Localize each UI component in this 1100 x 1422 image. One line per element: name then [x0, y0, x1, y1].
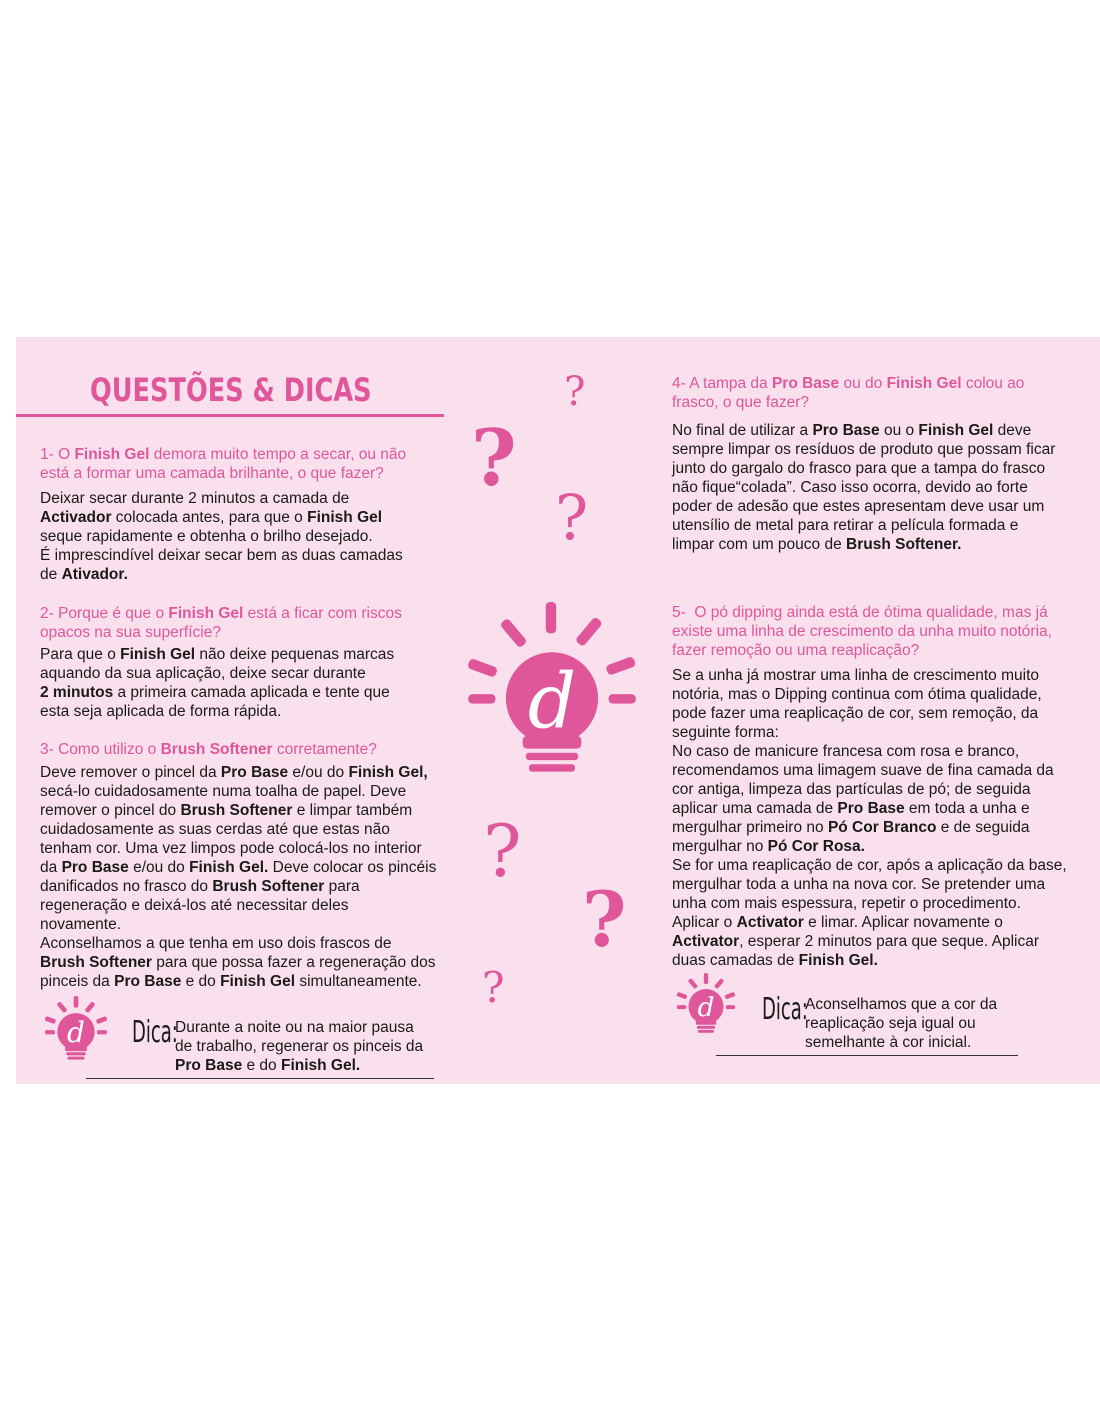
- question-1: 1- O Finish Gel demora muito tempo a secar, ou não está a formar uma camada brilhante, o que fazer?: [40, 446, 407, 482]
- answer-1: Deixar secar durante 2 minutos a camada de Activador colocada antes, para que o Finish Gel seque rapidamente e obtenha o brilho desejado. É imprescindível deixar secar bem as duas camadas de Ativador.: [40, 490, 403, 583]
- title-underline: [16, 414, 444, 417]
- tip-1-label: Dica:: [132, 1015, 178, 1050]
- lightbulb-icon: [463, 602, 641, 780]
- answer-5: Se a unha já mostrar uma linha de crescimento muito notória, mas o Dipping continua com ótima qualidade, pode fazer uma reaplicação de cor, sem remoção, da seguinte forma: No caso de manicure francesa com rosa e branco, recomendamos uma limagem suave de fina camada da cor antiga, limpeza das partículas de pó; de seguida aplicar uma camada de Pro Base em toda a unha e mergulhar primeiro no Pó Cor Branco e de seguida mergulhar no Pó Cor Rosa. Se for uma reaplicação de cor, após a aplicação da base, mergulhar toda a unha na nova cor. Se pretender uma unha com mais espessura, repetir o procedimento. Aplicar o Activator e limar. Aplicar novamente o Activator, esperar 2 minutos para que seque. Aplicar duas camadas de Finish Gel.: [672, 667, 1067, 969]
- logo-letter: d: [67, 1015, 85, 1049]
- question-mark-icon: ?: [564, 369, 586, 415]
- question-5: 5- O pó dipping ainda está de ótima qualidade, mas já existe uma linha de crescimento da unha muito notória, fazer remoção ou uma reaplicação?: [672, 604, 1052, 659]
- lightbulb-icon: [43, 996, 109, 1062]
- question-3: 3- Como utilizo o Brush Softener corretamente?: [40, 741, 377, 758]
- answer-4: No final de utilizar a Pro Base ou o Finish Gel deve sempre limpar os resíduos de produto que possam ficar junto do gargalo do frasco para que a tampa do frasco não fique“colada”. Caso isso ocorra, devido ao forte poder de adesão que estes apresentam deve usar um utensílio de metal para retirar a película formada e limpar com um pouco de Brush Softener.: [672, 422, 1056, 553]
- tip-2-text: Aconselhamos que a cor da reaplicação seja igual ou semelhante à cor inicial.: [805, 996, 998, 1051]
- page-title: QUESTÕES & DICAS: [90, 371, 372, 409]
- tip-1-rule: [86, 1078, 434, 1079]
- question-mark-icon: ?: [582, 875, 627, 964]
- lightbulb-icon: [675, 973, 737, 1035]
- answer-2: Para que o Finish Gel não deixe pequenas marcas aquando da sua aplicação, deixe secar durante 2 minutos a primeira camada aplicada e tente que esta seja aplicada de forma rápida.: [40, 646, 395, 720]
- tip-2-label: Dica:: [762, 992, 808, 1027]
- answer-3: Deve remover o pincel da Pro Base e/ou do Finish Gel, secá-lo cuidadosamente numa toalha de papel. Deve remover o pincel do Brush Softener e limpar também cuidadosamente as suas cerdas até que estas não tenham cor. Uma vez limpos pode colocá-los no interior da Pro Base e/ou do Finish Gel. Deve colocar os pincéis danificados no frasco do Brush Softener para regeneração e deixá-los até necessitar deles novamente. Aconselhamos a que tenha em uso dois frascos de Brush Softener para que possa fazer a regeneração dos pinceis da Pro Base e do Finish Gel simultaneamente.: [40, 764, 437, 990]
- question-mark-icon: ?: [471, 413, 517, 504]
- tip-2-rule: [716, 1055, 1018, 1056]
- tip-1-text: Durante a noite ou na maior pausa de trabalho, regenerar os pinceis da Pro Base e do Finish Gel.: [175, 1019, 424, 1074]
- question-mark-icon: ?: [555, 481, 589, 554]
- question-mark-icon: ?: [483, 809, 522, 893]
- question-4: 4- A tampa da Pro Base ou do Finish Gel colou ao frasco, o que fazer?: [672, 375, 1025, 411]
- logo-letter: d: [527, 657, 577, 746]
- question-mark-icon: ?: [482, 963, 505, 1012]
- logo-letter: d: [697, 993, 715, 1024]
- question-2: 2- Porque é que o Finish Gel está a ficar com riscos opacos na sua superfície?: [40, 605, 402, 641]
